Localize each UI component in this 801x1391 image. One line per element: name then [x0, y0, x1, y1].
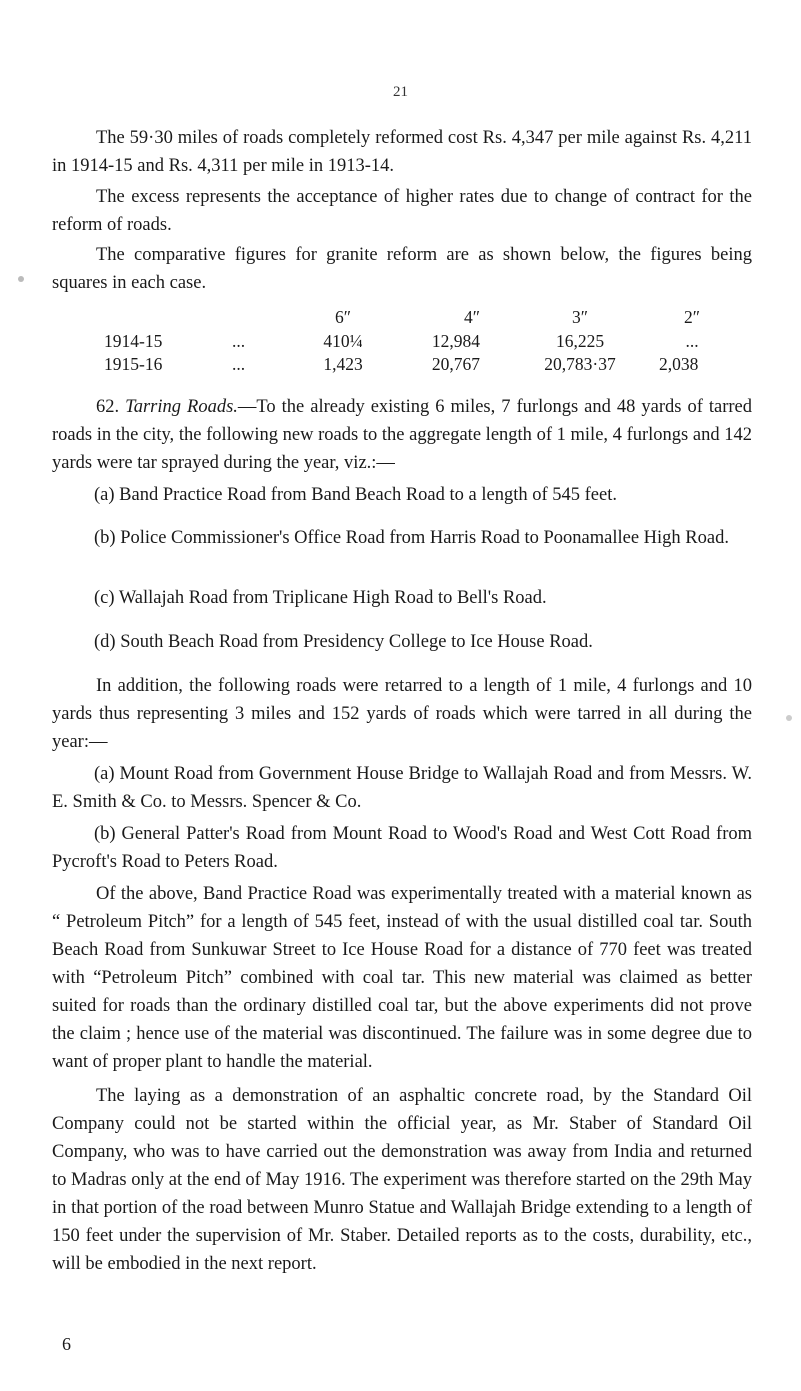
paragraph-text: The comparative figures for granite reform are as shown below, the figures being squares in each case.	[52, 245, 752, 293]
list-item	[52, 481, 752, 509]
cell-6-inch: 1,423	[323, 354, 363, 374]
granite-reform-table	[52, 307, 752, 376]
list-item	[52, 760, 752, 816]
list-item-text: (b) Police Commissioner's Office Road from Harris Road to Poonamallee High Road.	[94, 528, 729, 548]
scan-smudge	[18, 276, 24, 282]
cell-2-inch: 2,038	[659, 354, 699, 374]
section-body: —To the already existing 6 miles, 7 furlongs and 48 yards of tarred roads in the city, the following new roads to the aggregate length of 1 mile, 4 furlongs and 142 yards were tar sprayed during the year, viz.:—	[52, 397, 752, 473]
row-leader-dots: ...	[232, 354, 246, 374]
section-number: 62.	[96, 397, 120, 417]
list-item-text: (d) South Beach Road from Presidency College to Ice House Road.	[94, 632, 593, 652]
signature-mark: 6	[62, 1334, 71, 1354]
paragraph-petroleum-pitch	[52, 880, 752, 1076]
cell-3-inch: 20,783·37	[544, 354, 616, 374]
paragraph-text: In addition, the following roads were retarred to a length of 1 mile, 4 furlongs and 10 yards thus representing 3 miles and 152 yards of roads which were tarred in all during the year:—	[52, 676, 752, 752]
paragraph-excess	[52, 183, 752, 239]
paragraph-asphaltic-concrete	[52, 1082, 752, 1278]
paragraph-text: Of the above, Band Practice Road was experimentally treated with a material known as “ Petroleum Pitch” for a length of 545 feet, instead of with the usual distilled coal tar. South Beach Road from Sunkuwar Street to Ice House Road for a distance of 770 feet was treated with “Petroleum Pitch” combined with coal tar. This new material was claimed as better suited for roads than the ordinary distilled coal tar, but the above experiments did not prove the claim ; hence use of the material was discontinued. The failure was in some degree due to want of proper plant to handle the material.	[52, 884, 752, 1072]
row-year: 1915-16	[104, 354, 163, 374]
column-header-6-inch: 6″	[334, 307, 352, 327]
table-row	[52, 354, 752, 376]
list-item	[52, 584, 752, 612]
paragraph-cost-per-mile	[52, 124, 752, 180]
scan-smudge	[786, 715, 792, 721]
paragraph-text: The excess represents the acceptance of higher rates due to change of contract for the reform of roads.	[52, 187, 752, 235]
list-item-text: (b) General Patter's Road from Mount Road to Wood's Road and West Cott Road from Pycroft's Road to Peters Road.	[52, 824, 752, 872]
paragraph-comparative-figures	[52, 241, 752, 297]
paragraph-text: The 59·30 miles of roads completely reformed cost Rs. 4,347 per mile against Rs. 4,211 in 1914-15 and Rs. 4,311 per mile in 1913-14.	[52, 128, 752, 176]
table-header-row	[52, 307, 752, 329]
cell-2-inch: ...	[685, 331, 699, 351]
cell-3-inch: 16,225	[555, 331, 605, 351]
paragraph-text	[52, 393, 752, 477]
row-leader-dots: ...	[232, 331, 246, 351]
column-header-3-inch: 3″	[571, 307, 589, 327]
table-row	[52, 331, 752, 353]
list-item	[52, 820, 752, 876]
page-number: 21	[393, 84, 408, 100]
section-title: Tarring Roads.	[125, 397, 238, 417]
list-item-text: (a) Band Practice Road from Band Beach Road to a length of 545 feet.	[94, 485, 617, 505]
row-year: 1914-15	[104, 331, 163, 351]
list-item-text: (c) Wallajah Road from Triplicane High Road to Bell's Road.	[94, 588, 547, 608]
list-item	[52, 524, 752, 552]
paragraph-retarred	[52, 672, 752, 756]
list-item	[52, 628, 752, 656]
cell-4-inch: 20,767	[431, 354, 480, 374]
column-header-2-inch: 2″	[683, 307, 701, 327]
paragraph-tarring-roads	[52, 393, 752, 477]
list-item-text: (a) Mount Road from Government House Bridge to Wallajah Road and from Messrs. W. E. Smith & Co. to Messrs. Spencer & Co.	[52, 764, 752, 812]
paragraph-text: The laying as a demonstration of an asphaltic concrete road, by the Standard Oil Company could not be started within the official year, as Mr. Staber of Standard Oil Company, who was to have carried out the demonstration was away from India and returned to Madras only at the end of May 1916. The experiment was therefore started on the 29th May in that portion of the road between Munro Statue and Wallajah Bridge extending to a length of 150 feet under the supervision of Mr. Staber. Detailed reports as to the costs, durability, etc., will be embodied in the next report.	[52, 1086, 752, 1274]
cell-6-inch: 410¼	[323, 331, 363, 351]
column-header-4-inch: 4″	[463, 307, 480, 327]
cell-4-inch: 12,984	[431, 331, 480, 351]
